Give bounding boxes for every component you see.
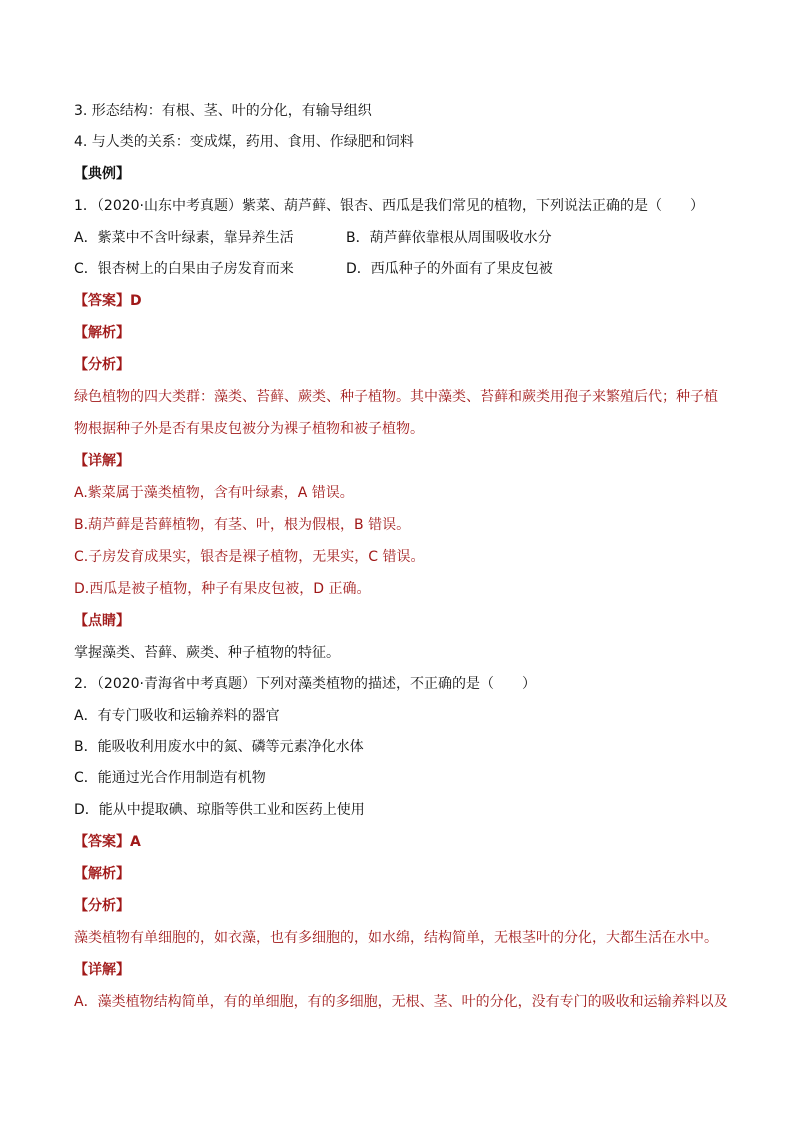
option-c: C．银杏树上的白果由子房发育而来 [74, 261, 294, 277]
option-c: C．能通过光合作用制造有机物 [74, 770, 266, 786]
option-d: D．西瓜种子的外面有了果皮包被 [346, 261, 553, 277]
analysis-text: 绿色植物的四大类群：藻类、苔藓、蕨类、种子植物。其中藻类、苔藓和蕨类用孢子来繁殖后代；种子植 [74, 389, 718, 405]
detail-text: A．藻类植物结构简单，有的单细胞，有的多细胞，无根、茎、叶的分化，没有专门的吸收和运输养料以及 [74, 994, 728, 1010]
tip-heading: 【点睛】 [74, 613, 130, 629]
detail-text: D.西瓜是被子植物，种子有果皮包被，D 正确。 [74, 581, 371, 597]
option-b: B．能吸收利用废水中的氮、磷等元素净化水体 [74, 739, 364, 755]
section-heading: 【典例】 [74, 166, 130, 182]
detail-text: C.子房发育成果实，银杏是裸子植物，无果实，C 错误。 [74, 549, 425, 565]
option-a: A．紫菜中不含叶绿素，靠异养生活 [74, 230, 294, 246]
option-b: B．葫芦藓依靠根从周围吸收水分 [346, 230, 552, 246]
analysis-text: 藻类植物有单细胞的，如衣藻，也有多细胞的，如水绵，结构简单，无根茎叶的分化，大都生活在水中。 [74, 930, 718, 946]
detail-heading: 【详解】 [74, 453, 130, 469]
answer-label: 【答案】D [74, 293, 142, 309]
analysis-subheading: 【分析】 [74, 898, 130, 914]
option-row [74, 228, 734, 248]
option-a: A．有专门吸收和运输养料的器官 [74, 708, 280, 724]
answer-label: 【答案】A [74, 834, 141, 850]
analysis-text: 物根据种子外是否有果皮包被分为裸子植物和被子植物。 [74, 421, 424, 437]
text-line: 4. 与人类的关系：变成煤，药用、食用、作绿肥和饲料 [74, 134, 414, 150]
question-1: 1．（2020·山东中考真题）紫菜、葫芦藓、银杏、西瓜是我们常见的植物，下列说法正确的是（ ） [74, 198, 704, 214]
analysis-heading: 【解析】 [74, 325, 130, 341]
option-d: D．能从中提取碘、琼脂等供工业和医药上使用 [74, 802, 365, 818]
text-line: 3. 形态结构：有根、茎、叶的分化，有输导组织 [74, 103, 372, 119]
tip-text: 掌握藻类、苔藓、蕨类、种子植物的特征。 [74, 645, 340, 661]
question-2: 2．（2020·青海省中考真题）下列对藻类植物的描述，不正确的是（ ） [74, 676, 536, 692]
analysis-subheading: 【分析】 [74, 357, 130, 373]
option-row [74, 259, 734, 279]
detail-text: B.葫芦藓是苔藓植物，有茎、叶，根为假根，B 错误。 [74, 517, 411, 533]
detail-text: A.紫菜属于藻类植物，含有叶绿素，A 错误。 [74, 485, 354, 501]
detail-heading: 【详解】 [74, 962, 130, 978]
analysis-heading: 【解析】 [74, 866, 130, 882]
